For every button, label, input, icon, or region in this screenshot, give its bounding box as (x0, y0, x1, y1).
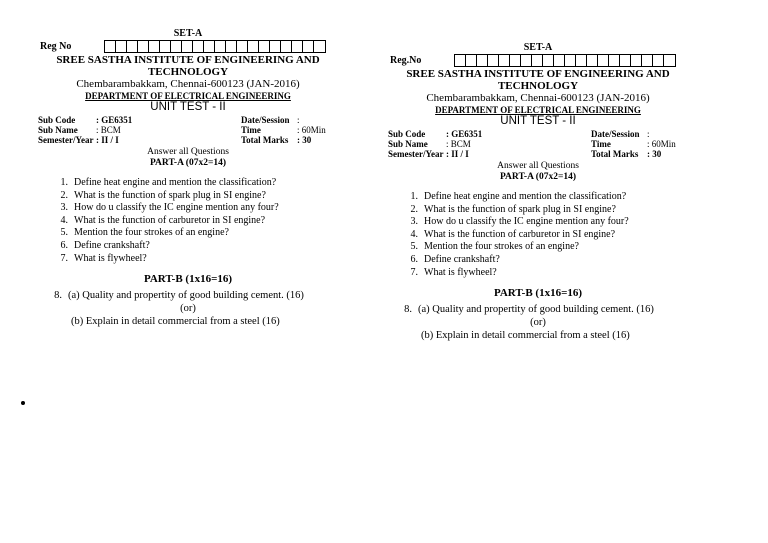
info-value: : 60Min (297, 125, 326, 135)
reg-no-cell[interactable] (664, 55, 675, 66)
part-b-question (38, 289, 338, 302)
exam-info (388, 129, 688, 159)
part-a-heading: PART-A (07x2=14) (499, 172, 577, 182)
reg-no-boxes[interactable] (104, 40, 326, 53)
info-key: Time (241, 125, 261, 135)
or-separator: (or) (180, 303, 196, 315)
exam-info-row (38, 135, 338, 145)
info-key: Time (591, 139, 611, 149)
question-number: 3. (410, 216, 418, 228)
question-text: What is the function of carburetor in SI engine? (424, 228, 616, 240)
reg-no-cell[interactable] (105, 41, 116, 52)
question-text-a: (a) Quality and propertity of good building cement. (16) (68, 290, 304, 302)
reg-no-cell[interactable] (488, 55, 499, 66)
question-text-a: (a) Quality and propertity of good building cement. (16) (418, 304, 654, 316)
reg-no-cell[interactable] (204, 41, 215, 52)
part-a-questions (38, 177, 338, 265)
part-b-heading: PART-B (1x16=16) (493, 287, 583, 300)
question-number: 5. (60, 227, 68, 239)
reg-no-cell[interactable] (314, 41, 325, 52)
question-item (38, 227, 338, 240)
info-key: Sub Name (38, 125, 78, 135)
reg-no-cell[interactable] (598, 55, 609, 66)
info-key: Semester/Year (388, 149, 444, 159)
reg-no-label: Reg No (40, 41, 72, 52)
reg-no-cell[interactable] (303, 41, 314, 52)
info-value: : (647, 129, 650, 139)
info-value: : BCM (96, 125, 121, 135)
reg-no-cell[interactable] (653, 55, 664, 66)
question-text: What is the function of spark plug in SI engine? (424, 203, 616, 215)
info-key: Total Marks (591, 149, 639, 159)
reg-no-cell[interactable] (521, 55, 532, 66)
question-item (38, 215, 338, 228)
reg-no-cell[interactable] (160, 41, 171, 52)
question-number: 6. (410, 253, 418, 265)
reg-no-cell[interactable] (259, 41, 270, 52)
question-number: 1. (410, 191, 418, 202)
question-paper-left (38, 28, 338, 328)
reg-no-cell[interactable] (193, 41, 204, 52)
question-text-b: (b) Explain in detail commercial from a steel (16) (71, 316, 280, 328)
question-number: 2. (410, 203, 418, 215)
reg-no-cell[interactable] (248, 41, 259, 52)
exam-info-row (38, 125, 338, 135)
instruction: Answer all Questions (147, 147, 229, 157)
question-number: 8. (54, 290, 62, 302)
question-item (38, 190, 338, 203)
reg-no-row (390, 54, 688, 67)
question-number: 4. (60, 214, 68, 226)
reg-no-cell[interactable] (587, 55, 598, 66)
reg-no-cell[interactable] (116, 41, 127, 52)
reg-no-cell[interactable] (642, 55, 653, 66)
info-key: Date/Session (241, 115, 290, 125)
question-item (388, 254, 688, 267)
question-number: 7. (410, 266, 418, 278)
reg-no-cell[interactable] (270, 41, 281, 52)
reg-no-cell[interactable] (237, 41, 248, 52)
reg-no-cell[interactable] (532, 55, 543, 66)
question-number: 5. (410, 241, 418, 253)
reg-no-cell[interactable] (510, 55, 521, 66)
question-item (388, 267, 688, 280)
reg-no-cell[interactable] (466, 55, 477, 66)
question-text: What is flywheel? (74, 252, 147, 264)
list-bullet (21, 401, 25, 405)
question-text: What is the function of carburetor in SI engine? (74, 214, 266, 226)
reg-no-cell[interactable] (455, 55, 466, 66)
reg-no-cell[interactable] (554, 55, 565, 66)
question-text: Define heat engine and mention the classification? (74, 177, 277, 188)
info-value: : II / I (446, 149, 469, 159)
question-item (38, 202, 338, 215)
question-text-b: (b) Explain in detail commercial from a steel (16) (421, 330, 630, 342)
reg-no-cell[interactable] (631, 55, 642, 66)
info-key: Sub Code (388, 129, 426, 139)
info-value: : 30 (297, 135, 312, 145)
question-number: 7. (60, 252, 68, 264)
institute-line: TECHNOLOGY (497, 80, 579, 92)
info-value: : GE6351 (96, 115, 133, 125)
question-paper-right (388, 42, 688, 342)
part-b-heading: PART-B (1x16=16) (143, 273, 233, 286)
reg-no-boxes[interactable] (454, 54, 676, 67)
info-key: Sub Code (38, 115, 76, 125)
reg-no-cell[interactable] (138, 41, 149, 52)
info-key: Semester/Year (38, 135, 94, 145)
or-separator: (or) (530, 317, 546, 329)
question-item (388, 204, 688, 217)
reg-no-cell[interactable] (543, 55, 554, 66)
question-text: Define heat engine and mention the classification? (424, 191, 627, 202)
reg-no-cell[interactable] (499, 55, 510, 66)
reg-no-cell[interactable] (620, 55, 631, 66)
part-a-questions (388, 191, 688, 279)
info-key: Sub Name (388, 139, 428, 149)
reg-no-cell[interactable] (576, 55, 587, 66)
question-text: Define crankshaft? (74, 239, 150, 251)
question-number: 4. (410, 228, 418, 240)
question-text: What is flywheel? (424, 266, 497, 278)
question-number: 1. (60, 177, 68, 188)
institute-line: SREE SASTHA INSTITUTE OF ENGINEERING AND (406, 68, 670, 80)
department-name: DEPARTMENT OF ELECTRICAL ENGINEERING (435, 105, 641, 115)
reg-no-cell[interactable] (149, 41, 160, 52)
question-item (388, 216, 688, 229)
info-value: : BCM (446, 139, 471, 149)
reg-no-cell[interactable] (182, 41, 193, 52)
exam-info-row (388, 149, 688, 159)
reg-no-cell[interactable] (171, 41, 182, 52)
question-text: Define crankshaft? (424, 253, 500, 265)
reg-no-row (40, 40, 338, 53)
reg-no-cell[interactable] (281, 41, 292, 52)
info-value: : II / I (96, 135, 119, 145)
institute-name (38, 54, 338, 78)
institute-address: Chembarambakkam, Chennai-600123 (JAN-2016) (426, 92, 650, 104)
question-text: How do u classify the IC engine mention any four? (424, 216, 629, 228)
set-label: SET-A (173, 28, 203, 39)
reg-no-cell[interactable] (477, 55, 488, 66)
test-title: UNIT TEST - II (150, 101, 226, 113)
info-value: : GE6351 (446, 129, 483, 139)
department-name: DEPARTMENT OF ELECTRICAL ENGINEERING (85, 91, 291, 101)
question-number: 2. (60, 189, 68, 201)
question-number: 6. (60, 239, 68, 251)
exam-info-row (38, 115, 338, 125)
reg-no-cell[interactable] (127, 41, 138, 52)
info-value: : (297, 115, 300, 125)
set-label: SET-A (523, 42, 553, 53)
question-number: 3. (60, 202, 68, 214)
reg-no-cell[interactable] (565, 55, 576, 66)
question-item (38, 253, 338, 266)
exam-info-row (388, 129, 688, 139)
institute-address: Chembarambakkam, Chennai-600123 (JAN-2016) (76, 78, 300, 90)
question-item (388, 229, 688, 242)
reg-no-cell[interactable] (215, 41, 226, 52)
institute-line: SREE SASTHA INSTITUTE OF ENGINEERING AND (56, 54, 320, 66)
exam-info-row (388, 139, 688, 149)
reg-no-label: Reg.No (390, 55, 422, 66)
question-text: How do u classify the IC engine mention any four? (74, 202, 279, 214)
info-key: Total Marks (241, 135, 289, 145)
institute-line: TECHNOLOGY (147, 66, 229, 78)
question-item (38, 177, 338, 190)
test-title: UNIT TEST - II (500, 115, 576, 127)
question-text: What is the function of spark plug in SI engine? (74, 189, 266, 201)
question-number: 8. (404, 304, 412, 316)
institute-name (388, 68, 688, 92)
reg-no-cell[interactable] (609, 55, 620, 66)
question-text: Mention the four strokes of an engine? (74, 227, 229, 239)
question-item (388, 191, 688, 204)
info-value: : 60Min (647, 139, 676, 149)
reg-no-cell[interactable] (226, 41, 237, 52)
info-value: : 30 (647, 149, 662, 159)
instruction: Answer all Questions (497, 161, 579, 171)
reg-no-cell[interactable] (292, 41, 303, 52)
part-a-heading: PART-A (07x2=14) (149, 158, 227, 168)
part-b-question (388, 303, 688, 316)
question-item (388, 241, 688, 254)
question-text: Mention the four strokes of an engine? (424, 241, 579, 253)
question-item (38, 240, 338, 253)
exam-info (38, 115, 338, 145)
info-key: Date/Session (591, 129, 640, 139)
